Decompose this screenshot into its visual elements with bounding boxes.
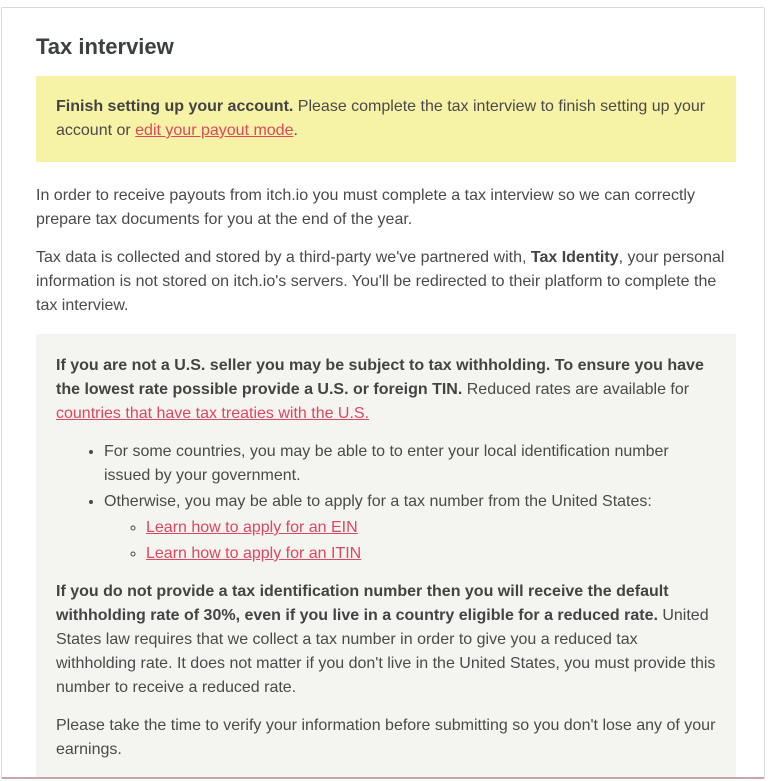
alert-bold-text: Finish setting up your account. <box>56 98 294 115</box>
warning-bold-text: If you are not a U.S. seller you may be subject to tax withholding. To ensure you have the lowest rate possible provide a U.S. or foreign TIN. <box>56 357 704 398</box>
withholding-notice <box>36 334 736 779</box>
withholding-warning <box>56 354 716 426</box>
apply-links-list <box>104 516 716 566</box>
intro-paragraph-2 <box>36 246 736 318</box>
default-rate-text: United States law requires that we collect a tax number in order to give you a reduced tax withholding rate. It does not matter if you don't live in the United States, you must provide this number to receive a reduced rate. <box>56 607 716 696</box>
alert-text: Please complete the tax interview to finish setting up your account or <box>56 98 706 139</box>
apply-ein-link[interactable]: Learn how to apply for an EIN <box>146 519 358 536</box>
list-item-apply-us <box>104 490 716 566</box>
apply-itin-link[interactable]: Learn how to apply for an ITIN <box>146 545 362 562</box>
tin-options-list <box>56 440 716 566</box>
alert-suffix: . <box>293 122 298 139</box>
tax-treaties-link[interactable]: countries that have tax treaties with the U.S. <box>56 405 370 422</box>
setup-alert <box>36 76 736 162</box>
list-item-itin <box>146 542 716 566</box>
list-item-ein <box>146 516 716 540</box>
default-rate-paragraph <box>56 580 716 700</box>
edit-payout-mode-link[interactable]: edit your payout mode <box>135 122 294 139</box>
tax-identity-name: Tax Identity <box>530 249 619 266</box>
apply-us-text: Otherwise, you may be able to apply for a tax number from the United States: <box>104 493 652 510</box>
intro-p2-after: , your personal information is not stored on itch.io's servers. You'll be redirected to their platform to complete the tax interview. <box>36 249 725 314</box>
tax-interview-content <box>2 8 764 779</box>
closing-paragraph: Please take the time to verify your information before submitting so you don't lose any of your earnings. <box>56 717 716 758</box>
page-title: Tax interview <box>36 34 174 59</box>
tax-interview-card <box>1 7 765 779</box>
local-id-text: For some countries, you may be able to to enter your local identification number issued by your government. <box>104 443 669 484</box>
list-item-local-id <box>104 440 716 488</box>
intro-paragraph-1: In order to receive payouts from itch.io you must complete a tax interview so we can correctly prepare tax documents for you at the end of the year. <box>36 187 695 228</box>
warning-text: Reduced rates are available for <box>462 381 690 398</box>
intro-p2-before: Tax data is collected and stored by a third-party we've partnered with, <box>36 249 531 266</box>
default-rate-bold: If you do not provide a tax identification number then you will receive the default withholding rate of 30%, even if you live in a country eligible for a reduced rate. <box>56 583 669 624</box>
